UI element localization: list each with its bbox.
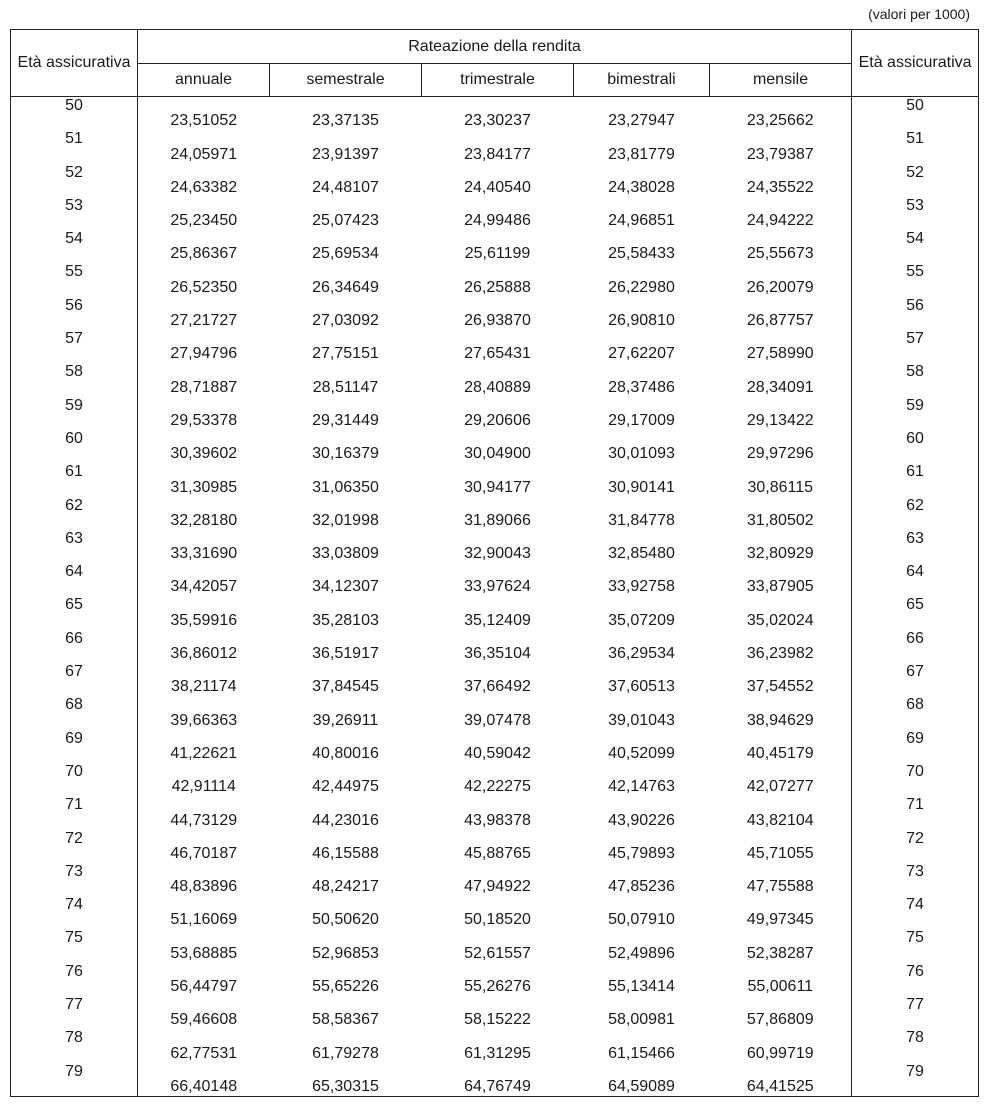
table-row — [11, 130, 979, 163]
table-row — [11, 763, 979, 796]
rate-cell: 40,45179 — [710, 730, 852, 763]
table-row — [11, 164, 979, 197]
age-cell-left: 63 — [11, 530, 138, 563]
rate-cell: 49,97345 — [710, 896, 852, 929]
table-row — [11, 397, 979, 430]
rate-cell: 37,60513 — [608, 678, 675, 696]
rate-cell: 32,80929 — [710, 530, 852, 563]
age-cell-left: 71 — [11, 796, 138, 829]
rate-cell: 29,97296 — [710, 430, 852, 463]
rate-cell: 58,58367 — [312, 1011, 379, 1029]
table-row — [11, 796, 979, 829]
rate-cell: 24,48107 — [312, 178, 379, 196]
age-cell-left: 69 — [11, 730, 138, 763]
rate-cell: 43,90226 — [608, 811, 675, 829]
rate-cell: 27,94796 — [170, 345, 238, 363]
rate-cell: 23,37135 — [312, 112, 379, 130]
rate-cell: 39,01043 — [608, 711, 675, 729]
table-row — [11, 363, 979, 396]
age-cell-left: 58 — [11, 363, 138, 396]
age-cell-right: 76 — [852, 963, 979, 996]
age-cell-right: 66 — [852, 630, 979, 663]
age-cell-right: 53 — [852, 197, 979, 230]
rate-cell: 25,61199 — [464, 245, 531, 263]
age-cell-left: 76 — [11, 963, 138, 996]
rate-cell: 51,16069 — [170, 911, 238, 929]
rate-cell: 36,35104 — [464, 645, 531, 663]
table-row — [11, 230, 979, 263]
age-cell-left: 50 — [11, 97, 138, 131]
rate-cell: 55,65226 — [312, 978, 379, 996]
rate-cell: 35,02024 — [710, 596, 852, 629]
rate-cell: 34,42057 — [170, 578, 238, 596]
annuity-rates-table — [10, 29, 979, 1097]
rate-cell: 30,39602 — [170, 445, 238, 463]
table-row — [11, 430, 979, 463]
age-cell-right: 58 — [852, 363, 979, 396]
age-cell-left: 56 — [11, 297, 138, 330]
rate-cell: 64,59089 — [574, 1063, 710, 1097]
rate-cell: 52,38287 — [710, 929, 852, 962]
column-header-0: annuale — [138, 64, 270, 97]
rate-cell: 31,30985 — [170, 478, 238, 496]
age-cell-right: 52 — [852, 164, 979, 197]
age-cell-right: 70 — [852, 763, 979, 796]
rate-cell: 50,18520 — [464, 911, 531, 929]
table-row — [11, 197, 979, 230]
rate-cell: 23,79387 — [710, 130, 852, 163]
rate-cell: 39,66363 — [170, 711, 238, 729]
age-cell-right: 54 — [852, 230, 979, 263]
rate-cell: 46,70187 — [170, 844, 238, 862]
rate-cell: 29,20606 — [464, 411, 531, 429]
rate-cell: 30,90141 — [608, 478, 675, 496]
rate-cell: 48,24217 — [312, 878, 379, 896]
rate-cell: 27,58990 — [710, 330, 852, 363]
table-row — [11, 563, 979, 596]
age-cell-left: 75 — [11, 929, 138, 962]
age-cell-left: 57 — [11, 330, 138, 363]
rate-cell: 29,17009 — [608, 411, 675, 429]
rate-cell: 46,15588 — [312, 844, 379, 862]
rate-cell: 55,26276 — [464, 978, 531, 996]
age-cell-right: 68 — [852, 696, 979, 729]
rate-cell: 24,38028 — [608, 178, 675, 196]
rate-cell: 32,01998 — [312, 511, 379, 529]
age-cell-right: 67 — [852, 663, 979, 696]
rate-cell: 25,23450 — [170, 212, 238, 230]
rate-cell: 56,44797 — [170, 978, 238, 996]
rate-cell: 58,15222 — [464, 1011, 531, 1029]
table-row — [11, 297, 979, 330]
rate-cell: 24,05971 — [170, 145, 238, 163]
table-row — [11, 1063, 979, 1097]
rate-cell: 28,37486 — [608, 378, 675, 396]
rate-cell: 48,83896 — [170, 878, 238, 896]
table-row — [11, 530, 979, 563]
rate-cell: 26,93870 — [464, 312, 531, 330]
rate-cell: 32,90043 — [464, 545, 531, 563]
rate-cell: 65,30315 — [270, 1063, 422, 1097]
table-row — [11, 863, 979, 896]
rate-cell: 47,75588 — [710, 863, 852, 896]
rate-cell: 42,44975 — [312, 778, 379, 796]
rate-cell: 29,53378 — [170, 411, 238, 429]
rate-cell: 36,86012 — [170, 645, 238, 663]
rate-cell: 47,85236 — [608, 878, 675, 896]
rate-cell: 33,31690 — [170, 545, 238, 563]
column-header-1: semestrale — [270, 64, 422, 97]
rate-cell: 34,12307 — [312, 578, 379, 596]
rate-cell: 26,34649 — [312, 278, 379, 296]
rate-cell: 52,49896 — [608, 944, 675, 962]
age-cell-left: 68 — [11, 696, 138, 729]
rate-cell: 45,71055 — [710, 830, 852, 863]
rate-cell: 24,96851 — [608, 212, 675, 230]
age-cell-left: 51 — [11, 130, 138, 163]
rate-cell: 58,00981 — [608, 1011, 675, 1029]
column-header-2: trimestrale — [422, 64, 574, 97]
rate-cell: 40,59042 — [464, 744, 531, 762]
rate-cell: 43,82104 — [710, 796, 852, 829]
rate-cell: 23,81779 — [608, 145, 675, 163]
rate-cell: 30,01093 — [608, 445, 675, 463]
rate-cell: 27,75151 — [312, 345, 379, 363]
age-cell-right: 60 — [852, 430, 979, 463]
rate-cell: 23,51052 — [170, 112, 238, 130]
rate-cell: 33,87905 — [710, 563, 852, 596]
age-cell-right: 57 — [852, 330, 979, 363]
rate-cell: 26,90810 — [608, 312, 675, 330]
table-row — [11, 330, 979, 363]
age-cell-left: 78 — [11, 1029, 138, 1062]
rate-cell: 45,79893 — [608, 844, 675, 862]
rate-cell: 24,94222 — [710, 197, 852, 230]
age-cell-left: 65 — [11, 596, 138, 629]
rate-cell: 47,94922 — [464, 878, 531, 896]
rate-cell: 31,84778 — [608, 511, 675, 529]
rate-cell: 27,21727 — [170, 312, 238, 330]
rate-cell: 26,25888 — [464, 278, 531, 296]
rate-cell: 42,91114 — [171, 778, 236, 796]
rate-cell: 28,71887 — [170, 378, 238, 396]
rate-cell: 32,85480 — [608, 545, 675, 563]
age-cell-right: 55 — [852, 263, 979, 296]
age-cell-right: 72 — [852, 830, 979, 863]
rate-cell: 44,23016 — [312, 811, 379, 829]
rate-cell: 39,07478 — [464, 711, 531, 729]
rate-cell: 26,87757 — [710, 297, 852, 330]
age-cell-left: 79 — [11, 1063, 138, 1097]
rate-cell: 33,03809 — [312, 545, 379, 563]
age-cell-right: 69 — [852, 730, 979, 763]
rate-cell: 26,52350 — [170, 278, 238, 296]
rate-cell: 61,15466 — [608, 1044, 675, 1062]
rate-cell: 66,40148 — [138, 1063, 270, 1097]
table-row — [11, 963, 979, 996]
rate-cell: 64,76749 — [422, 1063, 574, 1097]
age-cell-right: 62 — [852, 497, 979, 530]
rate-cell: 23,84177 — [464, 145, 531, 163]
rate-cell: 28,34091 — [710, 363, 852, 396]
rate-cell: 23,25662 — [710, 97, 852, 131]
rate-cell: 23,27947 — [608, 112, 675, 130]
table-row — [11, 696, 979, 729]
table-row — [11, 1029, 979, 1062]
age-cell-right: 51 — [852, 130, 979, 163]
rate-cell: 61,31295 — [464, 1044, 531, 1062]
rate-cell: 50,50620 — [312, 911, 379, 929]
rate-cell: 38,21174 — [170, 678, 237, 696]
age-cell-left: 62 — [11, 497, 138, 530]
table-row — [11, 463, 979, 496]
rate-cell: 52,96853 — [312, 944, 379, 962]
rate-cell: 26,22980 — [608, 278, 675, 296]
age-cell-left: 74 — [11, 896, 138, 929]
age-cell-left: 77 — [11, 996, 138, 1029]
rate-cell: 25,55673 — [710, 230, 852, 263]
age-cell-left: 52 — [11, 164, 138, 197]
rate-cell: 28,51147 — [312, 378, 379, 396]
rate-cell: 37,84545 — [312, 678, 379, 696]
rate-cell: 33,92758 — [608, 578, 675, 596]
age-cell-right: 64 — [852, 563, 979, 596]
rate-cell: 27,62207 — [608, 345, 675, 363]
age-cell-right: 63 — [852, 530, 979, 563]
rate-cell: 29,31449 — [312, 411, 379, 429]
rate-cell: 39,26911 — [312, 711, 379, 729]
rate-cell: 25,86367 — [170, 245, 238, 263]
table-row — [11, 730, 979, 763]
age-cell-left: 61 — [11, 463, 138, 496]
rate-cell: 27,03092 — [312, 312, 379, 330]
table-row — [11, 596, 979, 629]
rate-cell: 40,52099 — [608, 744, 675, 762]
rate-cell: 24,35522 — [710, 164, 852, 197]
age-cell-left: 59 — [11, 397, 138, 430]
rate-cell: 37,66492 — [464, 678, 531, 696]
rate-cell: 25,58433 — [608, 245, 675, 263]
rate-cell: 45,88765 — [464, 844, 531, 862]
rate-cell: 24,40540 — [464, 178, 531, 196]
rate-cell: 42,14763 — [608, 778, 675, 796]
rate-cell: 29,13422 — [710, 397, 852, 430]
age-cell-left: 70 — [11, 763, 138, 796]
rate-cell: 25,69534 — [312, 245, 379, 263]
rate-cell: 31,80502 — [710, 497, 852, 530]
rate-cell: 30,16379 — [312, 445, 379, 463]
age-cell-right: 78 — [852, 1029, 979, 1062]
rate-cell: 28,40889 — [464, 378, 531, 396]
rate-cell: 35,59916 — [170, 611, 238, 629]
rate-cell: 60,99719 — [710, 1029, 852, 1062]
rate-cell: 61,79278 — [312, 1044, 379, 1062]
age-header-right: Età assicurativa — [852, 30, 979, 97]
rate-cell: 26,20079 — [710, 263, 852, 296]
rate-cell: 38,94629 — [710, 696, 852, 729]
rate-cell: 62,77531 — [170, 1044, 238, 1062]
table-row — [11, 896, 979, 929]
rate-cell: 55,00611 — [710, 963, 852, 996]
table-row — [11, 830, 979, 863]
age-cell-right: 73 — [852, 863, 979, 896]
table-row — [11, 929, 979, 962]
age-cell-right: 56 — [852, 297, 979, 330]
age-cell-right: 65 — [852, 596, 979, 629]
units-note: (valori per 1000) — [868, 6, 970, 22]
rate-cell: 31,89066 — [464, 511, 531, 529]
rate-cell: 27,65431 — [464, 345, 531, 363]
rate-cell: 31,06350 — [312, 478, 379, 496]
age-cell-left: 55 — [11, 263, 138, 296]
column-header-4: mensile — [710, 64, 852, 97]
table-row — [11, 97, 979, 131]
rate-cell: 40,80016 — [312, 744, 379, 762]
table-row — [11, 996, 979, 1029]
column-header-3: bimestrali — [574, 64, 710, 97]
rate-cell: 36,51917 — [312, 645, 379, 663]
rate-cell: 33,97624 — [464, 578, 531, 596]
age-cell-right: 71 — [852, 796, 979, 829]
age-cell-left: 72 — [11, 830, 138, 863]
age-cell-left: 53 — [11, 197, 138, 230]
age-cell-left: 54 — [11, 230, 138, 263]
rate-cell: 35,07209 — [608, 611, 675, 629]
table-row — [11, 663, 979, 696]
age-cell-right: 50 — [852, 97, 979, 131]
age-cell-left: 60 — [11, 430, 138, 463]
table-row — [11, 630, 979, 663]
rate-cell: 32,28180 — [170, 511, 238, 529]
table-row — [11, 263, 979, 296]
age-cell-right: 61 — [852, 463, 979, 496]
rate-cell: 24,63382 — [170, 178, 238, 196]
age-cell-left: 66 — [11, 630, 138, 663]
rate-cell: 37,54552 — [710, 663, 852, 696]
rate-cell: 23,30237 — [464, 112, 531, 130]
age-cell-right: 74 — [852, 896, 979, 929]
table-row — [11, 497, 979, 530]
rate-cell: 42,22275 — [464, 778, 531, 796]
rate-cell: 57,86809 — [710, 996, 852, 1029]
age-cell-left: 64 — [11, 563, 138, 596]
age-cell-right: 77 — [852, 996, 979, 1029]
rate-cell: 52,61557 — [464, 944, 531, 962]
rate-cell: 36,23982 — [710, 630, 852, 663]
rate-cell: 55,13414 — [608, 978, 675, 996]
group-header: Rateazione della rendita — [138, 30, 852, 64]
age-cell-right: 75 — [852, 929, 979, 962]
rate-cell: 24,99486 — [464, 212, 531, 230]
rate-cell: 23,91397 — [312, 145, 379, 163]
rate-cell: 50,07910 — [608, 911, 675, 929]
age-cell-left: 67 — [11, 663, 138, 696]
rate-cell: 41,22621 — [170, 744, 238, 762]
rate-cell: 35,12409 — [464, 611, 531, 629]
rate-cell: 25,07423 — [312, 212, 379, 230]
rate-cell: 42,07277 — [710, 763, 852, 796]
rate-cell: 44,73129 — [170, 811, 238, 829]
rate-cell: 30,86115 — [710, 463, 852, 496]
age-cell-right: 59 — [852, 397, 979, 430]
rate-cell: 35,28103 — [312, 611, 379, 629]
rate-cell: 30,94177 — [464, 478, 531, 496]
age-cell-left: 73 — [11, 863, 138, 896]
rate-cell: 30,04900 — [464, 445, 531, 463]
age-cell-right: 79 — [852, 1063, 979, 1097]
rate-cell: 36,29534 — [608, 645, 675, 663]
rate-cell: 53,68885 — [170, 944, 238, 962]
age-header-left: Età assicurativa — [11, 30, 138, 97]
rate-cell: 64,41525 — [710, 1063, 852, 1097]
rate-cell: 43,98378 — [464, 811, 531, 829]
rate-cell: 59,46608 — [170, 1011, 238, 1029]
